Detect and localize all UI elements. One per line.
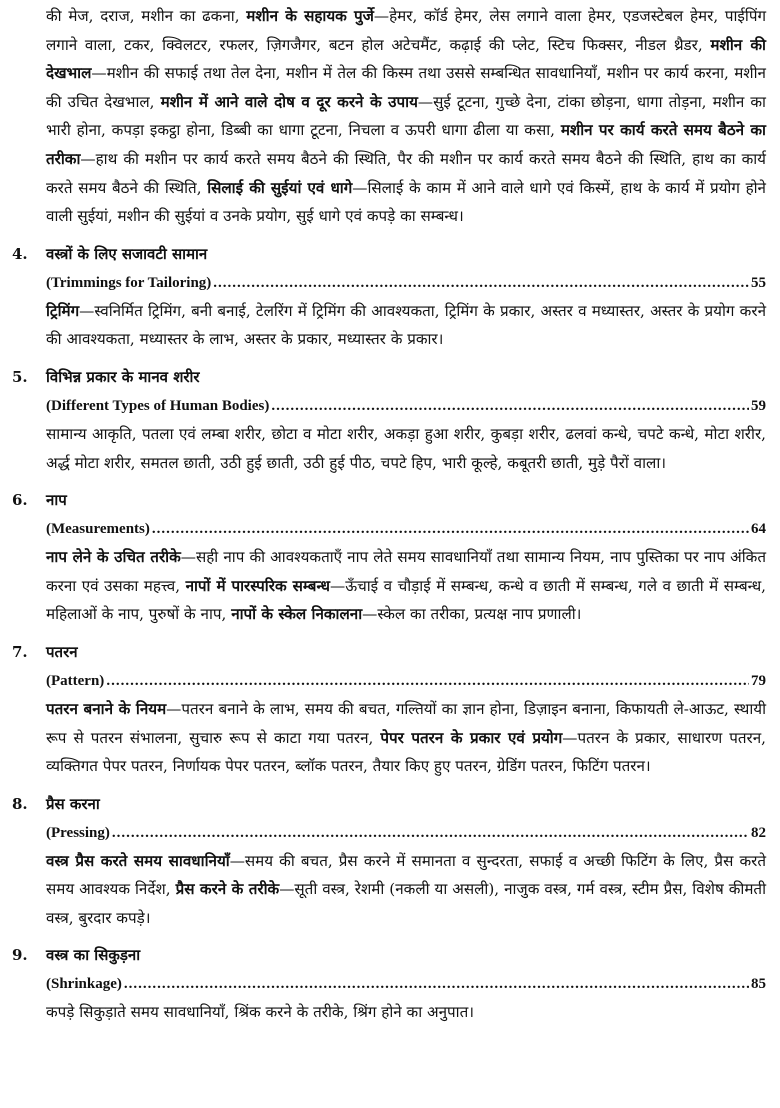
chapter-english-title: (Measurements) [46, 521, 150, 538]
chapter-title: विभिन्न प्रकार के मानव शरीर [46, 367, 200, 386]
chapter-description: ट्रिमिंग—स्वनिर्मित ट्रिमिंग, बनी बनाई, टेलरिंग में ट्रिमिंग की आवश्यकता, ट्रिमिंग के प्रकार, अस्तर व मध्यास्तर, अस्तर के प्रयोग करने की आवश्यकता, मध्यास्तर के लाभ, अस्तर के प्रकार, मध्यास्तर के प्रकार। [46, 301, 766, 349]
chapter-9-entry [12, 940, 766, 1027]
chapter-5-entry [12, 362, 766, 477]
chapter-7-entry [12, 637, 766, 781]
page-number: 82 [751, 824, 766, 841]
chapter-description: वस्त्र प्रैस करते समय सावधानियाँ—समय की बचत, प्रैस करने में समानता व सुन्दरता, सफाई व अच्छी फिटिंग के लिए, प्रैस करते समय आवश्यक निर्देश, प्रैस करने के तरीके—सूती वस्त्र, रेशमी (नकली या असली), नाजुक वस्त्र, गर्म वस्त्र, स्टीम प्रैस, विशेष कीमती वस्त्र, बुरदार कपड़े। [46, 851, 767, 927]
chapter-number: 5. [12, 367, 28, 386]
chapter-description: कपड़े सिकुड़ाते समय सावधानियाँ, श्रिंक करने के तरीके, श्रिंग होने का अनुपात। [46, 1003, 474, 1022]
chapter-english-title: (Trimmings for Tailoring) [46, 274, 212, 291]
dot-leader [271, 392, 749, 420]
dot-leader [213, 269, 749, 297]
chapter-description: पतरन बनाने के नियम—पतरन बनाने के लाभ, समय की बचत, गल्तियों का ज्ञान होना, डिज़ाइन बनाना, किफायती ले-आऊट, स्थायी रूप से पतरन संभालना, सुचारु रूप से काटा गया पतरन, पेपर पतरन के प्रकार एवं प्रयोग—पतरन के प्रकार, साधारण पतरन, व्यक्तिगत पेपर पतरन, निर्णायक पेपर पतरन, ब्लॉक पतरन, तैयार किए हुए पतरन, ग्रेडिंग पतरन, फिटिंग पतरन। [46, 699, 766, 776]
page-number: 59 [751, 397, 766, 414]
chapter-3-description-continued: की मेज, दराज, मशीन का ढकना, मशीन के सहायक पुर्जे—हेमर, कॉर्ड हेमर, लेस लगाने वाला हेमर, एडजस्टेबल हेमर, पाईपिंग लगाने वाला, टकर, क्विलटर, रफलर, ज़िगजैगर, बटन होल अटेचमैंट, कढ़ाई की प्लेट, स्टिच फिक्सर, नीडल थ्रैडर, मशीन की देखभाल—मशीन की सफाई तथा तेल देना, मशीन में तेल की किस्म तथा उससे सम्बन्धित सावधानियाँ, मशीन पर कार्य करना, मशीन की उचित देखभाल, मशीन में आने वाले दोष व दूर करने के उपाय—सुई टूटना, गुच्छे देना, टांका छोड़ना, धागा तोड़ना, मशीन का भारी होना, कपड़ा इकट्ठा होना, डिब्बी का धागा टूटना, निचला व ऊपरी धागा ढीला या कसा, मशीन पर कार्य करते समय बैठने का तरीका—हाथ की मशीन पर कार्य करते समय बैठने की स्थिति, पैर की मशीन पर कार्य करते समय बैठने की स्थिति, हाथ का कार्य करते समय बैठने की स्थिति, सिलाई की सुईयां एवं धागे—सिलाई के काम में आने वाले धागे एवं किस्में, हाथ के कार्य में प्रयोग होने वाली सुईयां, मशीन की सुईयां व उनके प्रयोग, सुई धागे एवं कपड़े का सम्बन्ध। [46, 7, 767, 226]
dot-leader [106, 667, 749, 695]
page-number: 79 [751, 672, 766, 689]
chapter-number: 8. [12, 794, 28, 813]
dot-leader [124, 970, 749, 998]
chapter-6-entry [12, 485, 766, 629]
chapter-description: नाप लेने के उचित तरीके—सही नाप की आवश्यकताएँ नाप लेते समय सावधानियाँ तथा सामान्य नियम, नाप पुस्तिका पर नाप अंकित करना एवं उसका महत्त्व, नापों में पारस्परिक सम्बन्ध—ऊँचाई व चौड़ाई में सम्बन्ध, कन्धे व छाती में सम्बन्ध, गले व छाती में सम्बन्ध, महिलाओं के नाप, पुरुषों के नाप, नापों के स्केल निकालना—स्केल का तरीका, प्रत्यक्ष नाप प्रणाली। [46, 548, 767, 624]
chapter-title: नाप [46, 491, 67, 510]
dot-leader [112, 819, 749, 847]
chapter-title: वस्त्र का सिकुड़ना [46, 946, 141, 965]
page-number: 85 [751, 976, 766, 993]
chapter-title: पतरन [46, 642, 78, 661]
chapter-number: 4. [12, 244, 28, 263]
chapter-number: 9. [12, 946, 28, 965]
chapter-number: 6. [12, 491, 28, 510]
chapter-number: 7. [12, 642, 28, 661]
chapter-english-title: (Pressing) [46, 824, 110, 841]
page-number: 55 [751, 274, 766, 291]
dot-leader [152, 515, 749, 543]
chapter-title: प्रैस करना [46, 794, 100, 813]
chapter-english-title: (Different Types of Human Bodies) [46, 397, 270, 414]
chapter-description: सामान्य आकृति, पतला एवं लम्बा शरीर, छोटा व मोटा शरीर, अकड़ा हुआ शरीर, कुबड़ा शरीर, ढलवां कन्धे, चपटे कन्धे, मोटा शरीर, अर्द्ध मोटा शरीर, समतल छाती, उठी हुई छाती, उठी हुई पीठ, चपटे हिप, भारी कूल्हे, कबूतरी छाती, मुड़े पैरों वाला। [46, 424, 766, 472]
chapter-title: वस्त्रों के लिए सजावटी सामान [46, 244, 208, 263]
chapter-english-title: (Pattern) [46, 672, 105, 689]
chapter-4-entry [12, 239, 766, 354]
page-number: 64 [751, 521, 766, 538]
chapter-english-title: (Shrinkage) [46, 976, 122, 993]
chapter-8-entry [12, 789, 766, 933]
